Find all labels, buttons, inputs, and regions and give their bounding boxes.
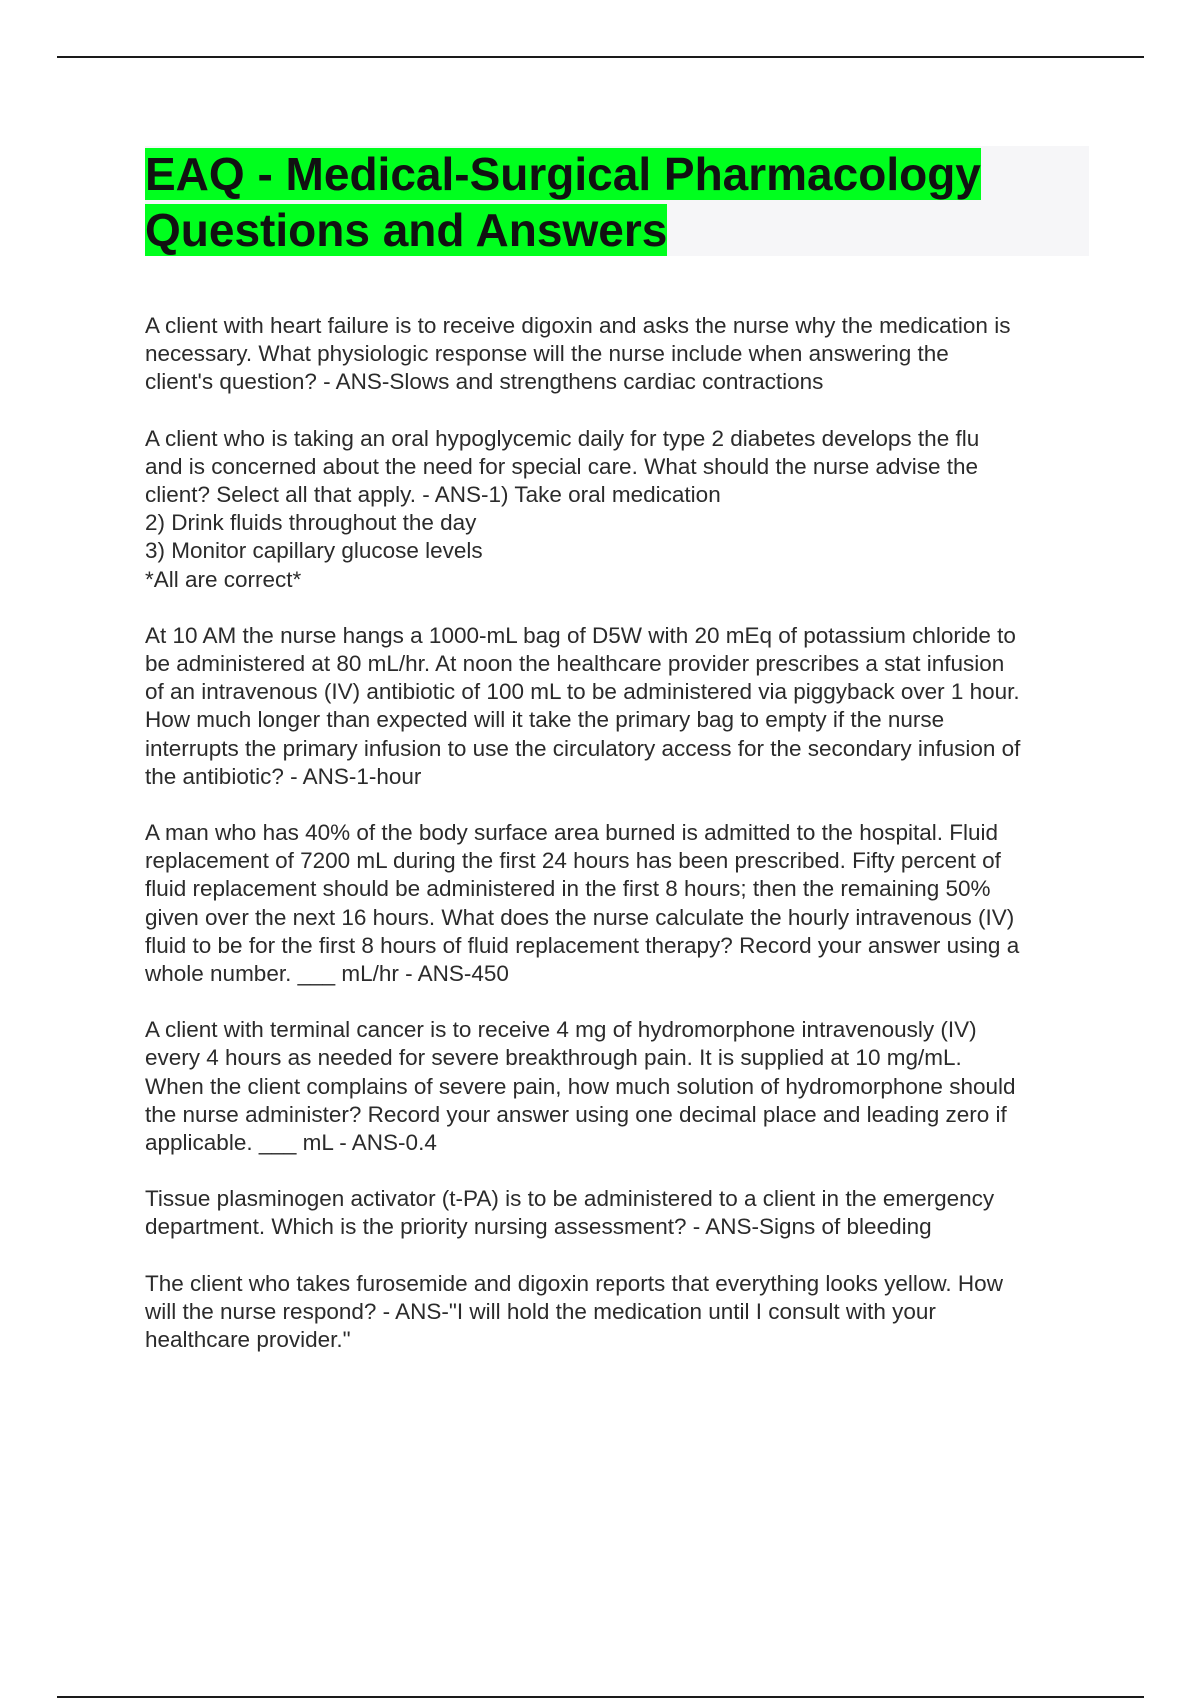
footer-rule [57, 1696, 1144, 1698]
title-block [145, 146, 1089, 256]
document-title-line-2: Questions and Answers [145, 204, 668, 256]
header-rule [57, 56, 1144, 58]
qa-item: At 10 AM the nurse hangs a 1000-mL bag of D5W with 20 mEq of potassium chloride to be administered at 80 mL/hr. At noon the healthcare provider prescribes a stat infusion of an intravenous (IV) antibiotic of 100 mL to be administered via piggyback over 1 hour. How much longer than expected will it take the primary bag to empty if the nurse interrupts the primary infusion to use the circulatory access for the secondary infusion of the antibiotic? - ANS-1-hour [145, 622, 1021, 789]
qa-item: Tissue plasminogen activator (t-PA) is to be administered to a client in the emergency department. Which is the priority nursing assessment? - ANS-Signs of bleeding [145, 1186, 995, 1240]
qa-list [145, 312, 1100, 1382]
document-title-line-1: EAQ - Medical-Surgical Pharmacology [145, 148, 981, 200]
qa-item: The client who takes furosemide and digoxin reports that everything looks yellow. How will the nurse respond? - ANS-"I will hold the medication until I consult with your healthcare provider." [145, 1270, 1003, 1353]
qa-item: A man who has 40% of the body surface area burned is admitted to the hospital. Fluid replacement of 7200 mL during the first 24 hours has been prescribed. Fifty percent of fluid replacement should be administered in the first 8 hours; then the remaining 50% given over the next 16 hours. What does the nurse calculate the hourly intravenous (IV) fluid to be for the first 8 hours of fluid replacement therapy? Record your answer using a whole number. ___ mL/hr - ANS-450 [145, 820, 1020, 987]
document-title [145, 146, 1089, 258]
qa-item: A client who is taking an oral hypoglycemic daily for type 2 diabetes develops the flu and is concerned about the need for special care. What should the nurse advise the client? Select all that apply. - ANS-1) Take oral medication 2) Drink fluids throughout the day 3) Monitor capillary glucose levels *All are correct* [145, 425, 980, 592]
qa-item: A client with heart failure is to receive digoxin and asks the nurse why the medication is necessary. What physiologic response will the nurse include when answering the client's question? - ANS-Slows and strengthens cardiac contractions [145, 313, 1011, 395]
qa-item: A client with terminal cancer is to receive 4 mg of hydromorphone intravenously (IV) every 4 hours as needed for severe breakthrough pain. It is supplied at 10 mg/mL. When the client complains of severe pain, how much solution of hydromorphone should the nurse administer? Record your answer using one decimal place and leading zero if applicable. ___ mL - ANS-0.4 [145, 1017, 1016, 1156]
